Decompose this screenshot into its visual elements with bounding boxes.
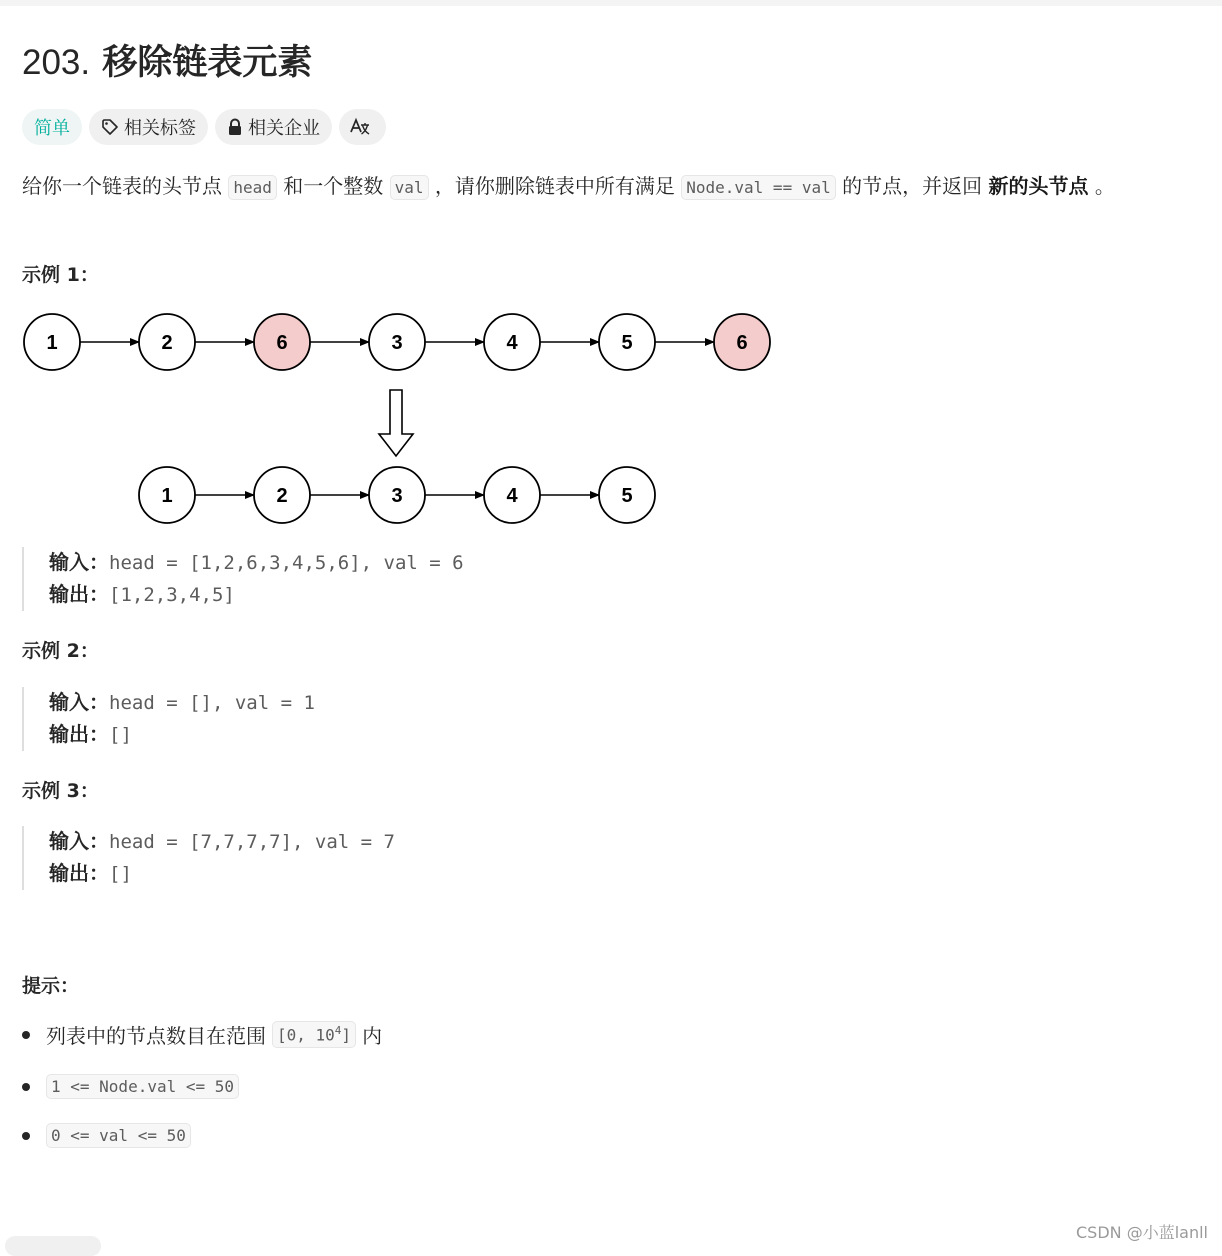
example-2-output	[49, 719, 315, 751]
bottom-tab[interactable]	[5, 1236, 101, 1256]
example-1-block	[22, 547, 464, 611]
transform-down-arrow	[379, 390, 413, 456]
related-companies-button[interactable]	[215, 109, 332, 145]
input-label: 输入：	[49, 550, 109, 574]
watermark: CSDN @小蓝lanll	[1076, 1223, 1208, 1242]
hint-2-code: 1 <= Node.val <= 50	[46, 1074, 239, 1099]
output-label: 输出：	[49, 861, 109, 885]
translate-button[interactable]	[339, 109, 386, 145]
before-node-label-5: 4	[506, 332, 518, 354]
output-value: [1,2,3,4,5]	[109, 584, 235, 606]
problem-description	[22, 170, 1115, 204]
linked-list-diagram	[0, 300, 800, 530]
hint-1-text: 列表中的节点数目在范围	[46, 1024, 266, 1048]
output-value: []	[109, 724, 132, 746]
output-label: 输出：	[49, 722, 109, 746]
hint-1-code	[272, 1021, 356, 1047]
before-node-label-3: 6	[276, 332, 288, 354]
tag-icon	[101, 118, 119, 136]
hint-item-3	[22, 1123, 191, 1148]
problem-number: 203.	[22, 43, 91, 82]
desc-bold: 新的头节点	[988, 174, 1089, 198]
input-label: 输入：	[49, 829, 109, 853]
difficulty-label: 简单	[34, 118, 70, 139]
problem-name: 移除链表元素	[102, 43, 313, 83]
top-bar	[0, 0, 1222, 6]
example-2-block	[22, 687, 315, 751]
before-node-label-2: 2	[161, 332, 173, 354]
related-tags-button[interactable]	[89, 109, 208, 145]
before-node-label-1: 1	[46, 332, 58, 354]
related-companies-label: 相关企业	[248, 118, 320, 139]
example-3-input	[49, 826, 395, 858]
example-3-heading: 示例 3：	[22, 780, 99, 802]
bullet-dot	[22, 1031, 30, 1039]
desc-text-1: 给你一个链表的头节点	[22, 174, 222, 198]
lock-icon	[227, 118, 243, 136]
list-before	[24, 314, 770, 370]
hint-1-code-text: [0, 10	[277, 1025, 335, 1045]
example-1-output	[49, 579, 464, 611]
before-node-label-7: 6	[736, 332, 748, 354]
after-node-label-2: 2	[276, 485, 288, 507]
difficulty-badge[interactable]	[22, 109, 82, 145]
after-node-label-4: 4	[506, 485, 518, 507]
output-label: 输出：	[49, 582, 109, 606]
after-node-label-1: 1	[161, 485, 173, 507]
output-value: []	[109, 863, 132, 885]
after-node-label-5: 5	[621, 485, 633, 507]
hint-1-code-end: ]	[341, 1025, 352, 1045]
example-2-heading: 示例 2：	[22, 640, 99, 662]
problem-title	[22, 38, 312, 88]
example-1-input	[49, 547, 464, 579]
example-3-block	[22, 826, 395, 890]
before-node-label-4: 3	[391, 332, 403, 354]
list-after	[139, 467, 655, 523]
desc-text-3: ，请你删除链表中所有满足	[434, 174, 675, 198]
code-head: head	[228, 175, 277, 200]
bullet-dot	[22, 1132, 30, 1140]
code-val: val	[390, 175, 429, 200]
bullet-dot	[22, 1083, 30, 1091]
desc-text-4: 的节点，并返回	[842, 174, 983, 198]
example-1-heading: 示例 1：	[22, 264, 99, 286]
after-node-label-3: 3	[391, 485, 403, 507]
tag-row	[22, 109, 386, 145]
desc-text-5: 。	[1094, 174, 1115, 198]
hints-heading: 提示：	[22, 975, 80, 997]
example-3-output	[49, 858, 395, 890]
hint-item-1	[22, 1020, 382, 1049]
before-node-label-6: 5	[621, 332, 633, 354]
input-value: head = [], val = 1	[109, 692, 315, 714]
related-tags-label: 相关标签	[124, 118, 196, 139]
input-value: head = [7,7,7,7], val = 7	[109, 831, 395, 853]
desc-text-2: 和一个整数	[283, 174, 384, 198]
input-value: head = [1,2,6,3,4,5,6], val = 6	[109, 552, 464, 574]
translate-icon	[349, 117, 371, 137]
hint-1-superscript: 4	[334, 1024, 342, 1038]
hint-item-2	[22, 1074, 239, 1099]
example-2-input	[49, 687, 315, 719]
hint-1-after: 内	[362, 1024, 383, 1048]
input-label: 输入：	[49, 690, 109, 714]
code-condition: Node.val == val	[681, 175, 836, 200]
hint-3-code: 0 <= val <= 50	[46, 1123, 191, 1148]
